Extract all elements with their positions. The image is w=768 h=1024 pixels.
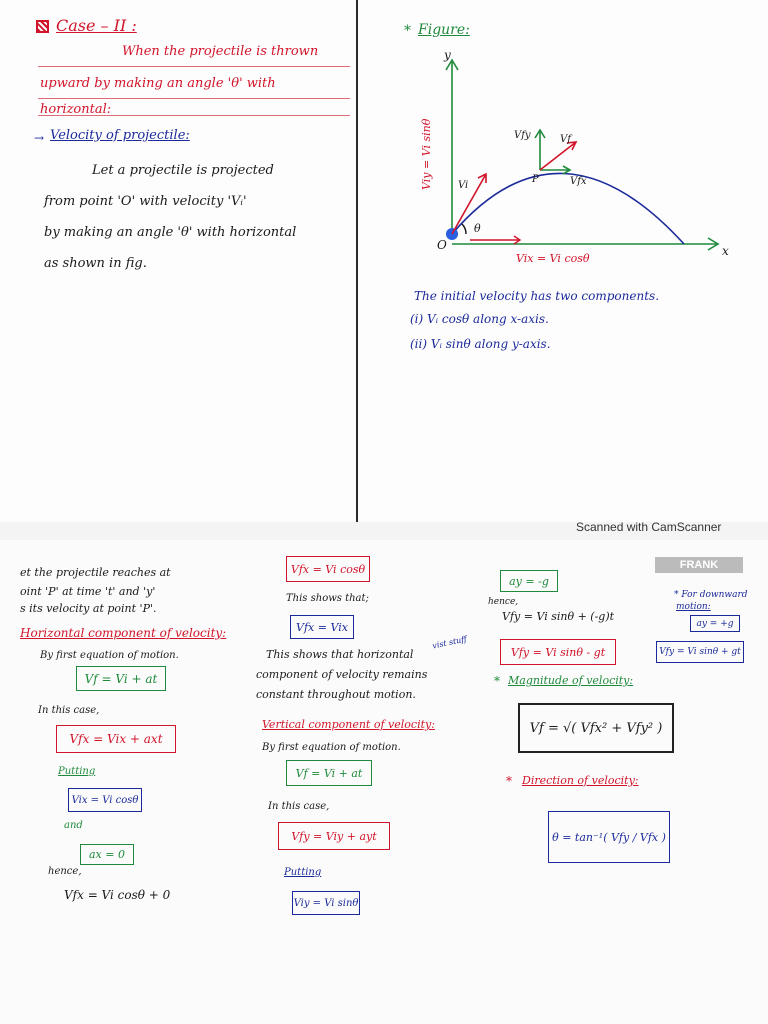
fig-vfy-label: Vfy (514, 130, 531, 141)
bl-eq-ax: ax = 0 (80, 844, 134, 865)
fig-vi-label: Vi (458, 180, 469, 191)
bm-in-case: In this case, (268, 801, 330, 812)
br-downward-1: * For downward (674, 590, 748, 600)
scanner-label: Scanned with CamScanner (576, 520, 722, 534)
br-downward-2: motion: (676, 602, 711, 612)
br-eq-ay-pos: ay = +g (690, 615, 740, 632)
br-mag-heading: Magnitude of velocity: (508, 674, 634, 687)
br-dir-heading: Direction of velocity: (522, 774, 639, 787)
components-line-1: The initial velocity has two components. (414, 289, 660, 303)
br-eq-vfy-sub: Vfy = Vi sinθ + (-g)t (502, 610, 615, 623)
bm-eq-vfy: Vfy = Viy + ayt (278, 822, 390, 850)
bm-shows-note: vist stuff (431, 634, 468, 651)
bm-shows-3: constant throughout motion. (256, 688, 416, 701)
intro-line-1: When the projectile is thrown (122, 44, 319, 59)
paragraph-line-2: from point 'O' with velocity 'Vᵢ' (44, 194, 247, 209)
bm-putting: Putting (284, 867, 322, 878)
arrow-right-icon: → (34, 131, 45, 145)
components-line-2: (i) Vᵢ cosθ along x-axis. (410, 312, 549, 326)
bl-first-eq: By first equation of motion. (40, 650, 179, 661)
bl-hence: hence, (48, 866, 82, 877)
br-eq-ay: ay = -g (500, 570, 558, 592)
br-eq-vfy-final: Vfy = Vi sinθ - gt (500, 639, 616, 665)
page-divider (356, 0, 358, 522)
notes-page-bottom (0, 540, 768, 1024)
bm-vertical-heading: Vertical component of velocity: (262, 718, 435, 731)
br-dir-asterisk-icon: * (506, 774, 512, 788)
bl-eq-v: Vf = Vi + at (76, 666, 166, 691)
asterisk-icon: * (404, 23, 411, 39)
bm-eq-vfx-cos: Vfx = Vi cosθ (286, 556, 370, 582)
watermark-banner: FRANK (655, 557, 743, 573)
ruled-line (38, 66, 350, 67)
projectile-figure (400, 48, 740, 278)
bm-eq-viy: Viy = Vi sinθ (292, 891, 360, 915)
hatched-square-icon (36, 20, 49, 33)
br-eq-dir: θ = tan⁻¹( Vfy / Vfx ) (548, 811, 670, 863)
fig-theta-label: θ (474, 222, 481, 235)
bl-and: and (64, 820, 83, 831)
bm-shows-2: component of velocity remains (256, 668, 428, 681)
fig-vf-label: Vf (560, 134, 571, 145)
intro-line-2: upward by making an angle 'θ' with (40, 76, 276, 91)
br-mag-asterisk-icon: * (494, 674, 500, 688)
case-title: Case – II : (56, 16, 137, 35)
fig-p-label: P (532, 174, 539, 185)
bl-eq-vix: Vix = Vi cosθ (68, 788, 142, 812)
paragraph-line-4: as shown in fig. (44, 256, 147, 271)
components-line-3: (ii) Vᵢ sinθ along y-axis. (410, 337, 551, 351)
br-hence: hence, (488, 597, 519, 607)
fig-origin-label: O (437, 238, 447, 252)
bl-line-1: et the projectile reaches at (20, 566, 171, 579)
bl-line-2: oint 'P' at time 't' and 'y' (20, 585, 156, 598)
figure-heading: Figure: (418, 22, 470, 38)
fig-vix-label: Vix = Vi cosθ (516, 252, 590, 265)
fig-x-label: x (722, 244, 729, 258)
fig-viy-label: Viy = Vi sinθ (420, 118, 433, 190)
br-eq-vfy-down: Vfy = Vi sinθ + gt (656, 641, 744, 663)
bl-line-3: s its velocity at point 'P'. (20, 602, 157, 615)
intro-line-3: horizontal: (40, 102, 112, 117)
velocity-heading: Velocity of projectile: (50, 128, 190, 143)
paragraph-line-3: by making an angle 'θ' with horizontal (44, 225, 297, 240)
ruled-line (38, 98, 350, 99)
bm-first-eq: By first equation of motion. (262, 742, 401, 753)
fig-y-label: y (444, 48, 451, 62)
bm-eq-v: Vf = Vi + at (286, 760, 372, 786)
bm-eq-vfx-vix: Vfx = Vix (290, 615, 354, 639)
bm-shows-1: This shows that horizontal (266, 648, 414, 661)
bm-shows-that: This shows that; (286, 593, 369, 604)
bl-eq-result: Vfx = Vi cosθ + 0 (64, 888, 171, 902)
bl-in-case: In this case, (38, 705, 100, 716)
paragraph-line-1: Let a projectile is projected (92, 163, 274, 178)
bl-horizontal-heading: Horizontal component of velocity: (20, 626, 227, 640)
fig-vfx-label: Vfx (570, 176, 587, 187)
bl-eq-vfx: Vfx = Vix + axt (56, 725, 176, 753)
bl-putting: Putting (58, 766, 96, 777)
br-eq-mag: Vf = √( Vfx² + Vfy² ) (518, 703, 674, 753)
